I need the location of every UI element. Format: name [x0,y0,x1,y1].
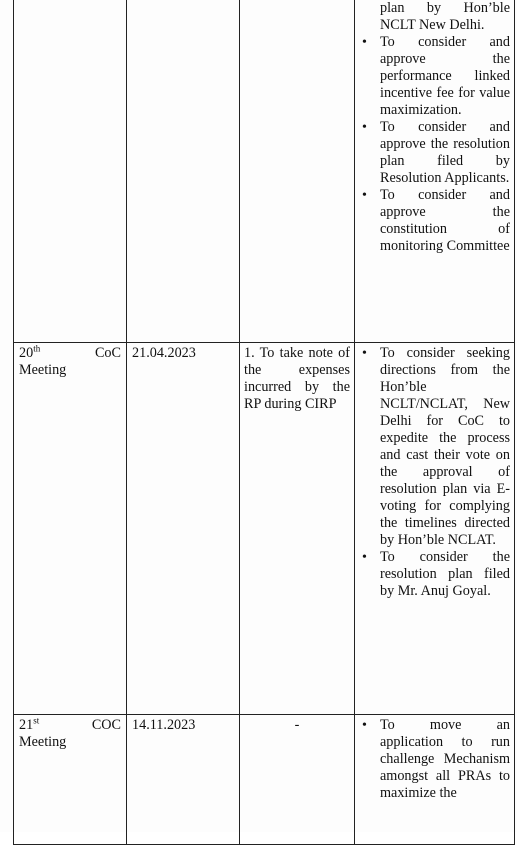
date-cell [127,0,240,343]
agenda-left-cell [240,715,355,845]
bullet-icon: • [362,346,367,361]
meeting-word: Meeting [19,362,67,378]
agenda-item: plan by Hon’ble NCLT New Delhi. [380,0,510,33]
meeting-number: 20th [19,343,41,361]
meeting-number: 21st [19,715,40,733]
meeting-cell [14,0,127,343]
meeting-type: CoC [94,345,121,361]
agenda-item: • To consider the resolution plan filed by Mr. Anuj Goyal. [362,549,510,599]
agenda-items-cell [355,343,515,715]
table-row [14,343,515,715]
agenda-left-text: 1. To take note of the expenses incurred by the RP during CIRP [244,345,350,412]
meeting-cell [14,715,127,845]
agenda-item: • To consider and approve the performance linked incentive fee for value maximization. [362,34,510,118]
agenda-left-cell [240,343,355,715]
table-row [14,715,515,845]
agenda-item: • To consider and approve the resolution plan filed by Resolution Applicants. [362,119,510,186]
bullet-icon: • [362,35,367,50]
agenda-left-cell [240,0,355,343]
date-cell [127,715,240,845]
agenda-items-cell [355,0,515,343]
meeting-word: Meeting [19,734,67,750]
agenda-item: • To move an application to run challenge Mechanism amongst all PRAs to maximize the [362,717,510,801]
agenda-item: • To consider seeking directions from the Hon’ble NCLT/NCLAT, New Delhi for CoC to expedite the process and cast their vote on the approval of resolution plan via E-voting for complying the timelines directed by Hon’ble NCLAT. [362,345,510,548]
agenda-items-cell [355,715,515,845]
agenda-item: • To consider and approve the constitution of monitoring Committee [362,187,510,254]
date-cell [127,343,240,715]
table-row [14,0,515,343]
bullet-icon: • [362,718,367,733]
bullet-icon: • [362,188,367,203]
meeting-date: 14.11.2023 [132,717,196,733]
meeting-cell [14,343,127,715]
meeting-date: 21.04.2023 [132,345,196,361]
meeting-type: COC [91,717,121,733]
bullet-icon: • [362,120,367,135]
meeting-table [13,0,515,845]
bullet-icon: • [362,550,367,565]
agenda-left-text: - [294,717,300,733]
